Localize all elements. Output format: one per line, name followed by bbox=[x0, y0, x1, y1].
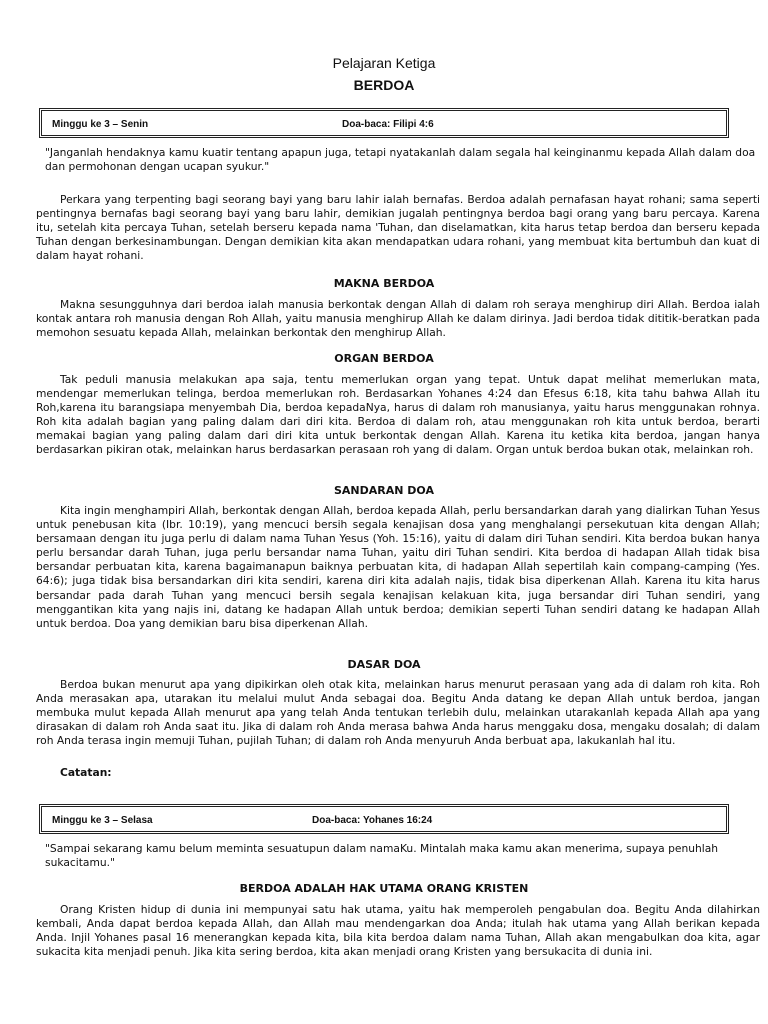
section-heading: ORGAN BERDOA bbox=[334, 352, 434, 365]
section-paragraph: Orang Kristen hidup di dunia ini mempunyai satu hak utama, yaitu hak memperoleh pengabulan doa. Begitu Anda dilahirkan kembali, Anda dapat berdoa kepada Allah, dan Allah mau mendengarkan doa Anda; itulah hak utama yang Allah berikan kepada Anda. Injil Yohanes pasal 16 menerangkan kepada kita, bila kita berdoa dalam nama Tuhan, Allah akan mengabulkan doa kita, agar sukacita kita menjadi penuh. Jika kita sering berdoa, kita akan menjadi orang Kristen yang bersukacita di dunia ini. bbox=[36, 903, 760, 959]
section-paragraph: Makna sesungguhnya dari berdoa ialah manusia berkontak dengan Allah di dalam roh seraya menghirup diri Allah. Berdoa ialah kontak antara roh manusia dengan Roh Allah, yaitu manusia menghirup Allah ke dalam dirinya. Jadi berdoa tidak dititik-beratkan pada memohon sesuatu kepada Allah, melainkan berkontak den menghirup Allah. bbox=[36, 298, 760, 340]
day-label: Minggu ke 3 – Selasa bbox=[52, 815, 153, 826]
note-label: Catatan: bbox=[60, 766, 112, 779]
section-paragraph: Kita ingin menghampiri Allah, berkontak dengan Allah, berdoa kepada Allah, perlu bersandarkan darah yang dialirkan Tuhan Yesus untuk penebusan kita (Ibr. 10:19), yang mencuci bersih segala kenajisan dosa yang menghalangi persekutuan kita dengan Allah; bersamaan dengan itu juga perlu di dalam nama Tuhan Yesus (Yoh. 15:16), yaitu di dalam diri Tuhan sendiri. Kita berdoa bukan hanya perlu bersandar darah Tuhan, juga perlu bersandar nama Tuhan, yaitu diri Tuhan sendiri. Kita berdoa di hadapan Allah tidak bisa bersandar perbuatan kita, karena bagaimanapun baiknya perbuatan kita, di hadapan Allah sepertilah kain compang-camping (Yes. 64:6); juga tidak bisa bersandarkan diri kita sendiri, karena diri kita adalah najis, tidak bisa diperkenan Allah. Karena itu kita harus bersandar pada darah Tuhan yang mencuci bersih segala kenajisan kelakuan kita, juga bersandar diri Tuhan sendiri, yang menggantikan kita yang najis ini, datang ke hadapan Allah untuk berdoa; demikian seperti Tuhan sendiri datang ke hadapan Allah untuk berdoa. Doa yang demikian baru bisa diperkenan Allah. bbox=[36, 504, 760, 630]
verse-quote: "Sampai sekarang kamu belum meminta sesuatupun dalam namaKu. Mintalah maka kamu akan menerima, supaya penuhlah sukacitamu." bbox=[45, 842, 719, 870]
section-heading: MAKNA BERDOA bbox=[333, 277, 435, 290]
section-heading: BERDOA ADALAH HAK UTAMA ORANG KRISTEN bbox=[239, 882, 529, 895]
section-heading: DASAR DOA bbox=[347, 658, 421, 671]
reading-label: Doa-baca: Yohanes 16:24 bbox=[312, 815, 433, 826]
section-paragraph: Tak peduli manusia melakukan apa saja, tentu memerlukan organ yang tepat. Untuk dapat melihat memerlukan mata, mendengar memerlukan telinga, berdoa memerlukan roh. Berdasarkan Yohanes 4:24 dan Efesus 6:18, kita tahu bahwa Allah itu Roh,karena itu barangsiapa menyembah Dia, berdoa kepadaNya, harus di dalam roh manusianya, yaitu harus menggunakan rohnya. Roh kita adalah bagian yang paling dalam dari diri kita. Berdoa di dalam roh, atau menggunakan roh kita untuk berdoa, berarti memakai bagian yang paling dalam dari diri kita untuk berkontak dengan Allah. Karena itu ketika kita berdoa, jangan hanya berdasarkan pikiran otak, melainkan harus berdasarkan perasaan roh yang di dalam. Organ untuk berdoa bukan otak, melainkan roh. bbox=[36, 373, 760, 457]
day-box-tuesday bbox=[39, 804, 729, 834]
section-paragraph: Berdoa bukan menurut apa yang dipikirkan oleh otak kita, melainkan harus menurut perasaan yang ada di dalam roh kita. Roh Anda merasakan apa, utarakan itu melalui mulut Anda sebagai doa. Begitu Anda datang ke depan Allah untuk berdoa, jangan membuka mulut kepada Allah menurut apa yang telah Anda tentukan terlebih dulu, melainkan utarakanlah kepada Allah apa yang dirasakan di dalam roh Anda saat itu. Jika di dalam roh Anda merasa bahwa Anda harus menggaku dosa, mengaku dosalah; di dalam roh Anda terasa ingin memuji Tuhan, pujilah Tuhan; di dalam roh Anda menyuruh Anda berbuat apa, lakukanlah hal itu. bbox=[36, 678, 760, 748]
lesson-subtitle: BERDOA bbox=[353, 77, 415, 93]
verse-quote: "Janganlah hendaknya kamu kuatir tentang apapun juga, tetapi nyatakanlah dalam segala hal keinginanmu kepada Allah dalam doa dan permohonan dengan ucapan syukur." bbox=[45, 146, 756, 174]
intro-paragraph: Perkara yang terpenting bagi seorang bayi yang baru lahir ialah bernafas. Berdoa adalah pernafasan hayat rohani; sama seperti pentingnya bernafas bagi seorang bayi yang baru lahir, demikian jugalah pentingnya berdoa bagi orang yang baru percaya. Karena itu, setelah kita percaya Tuhan, setelah berseru kepada nama 'Tuhan, dan diselamatkan, kita harus tetap berdoa dan berseru kepada Tuhan dengan berkesinambungan. Dengan demikian kita akan mendapatkan udara rohani, yang membuat kita bertumbuh dan kuat di dalam hayat rohani. bbox=[36, 193, 760, 263]
lesson-title: Pelajaran Ketiga bbox=[332, 55, 436, 71]
day-box-monday bbox=[39, 108, 729, 138]
section-heading: SANDARAN DOA bbox=[333, 484, 434, 497]
day-label: Minggu ke 3 – Senin bbox=[52, 119, 149, 130]
reading-label: Doa-baca: Filipi 4:6 bbox=[342, 119, 434, 130]
